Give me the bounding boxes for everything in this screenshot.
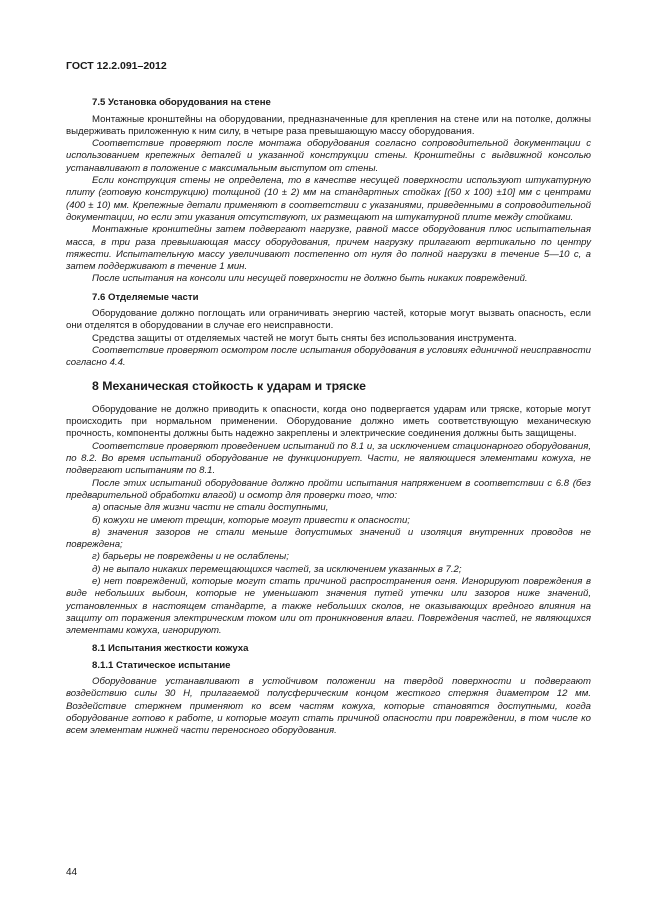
list-item: д) не выпало никаких перемещающихся частей, за исключением указанных в 7.2;	[92, 563, 462, 575]
list-item: е) нет повреждений, которые могут стать причиной распространения огня. Игнорируют повреждения в виде небольших выбоин, которые не уменьшают значения путей утечки или зазоров ниже значений, установленных в настоящем стандарте, а также небольших сколов, не оказывающих вредного влияния на защиту от поражения электрическим током или от проникновения влаги. Повреждения частей, не являющихся элементами кожуха, игнорируют.	[66, 575, 591, 637]
paragraph: Оборудование должно поглощать или ограничивать энергию частей, которые могут вызвать опасность, если они отделятся в оборудовании в случае его неисправности.	[66, 308, 591, 332]
section-8-1-1-title: 8.1.1 Статическое испытание	[92, 659, 231, 671]
paragraph: После испытания на консоли или несущей поверхности не должно быть никаких повреждений.	[92, 273, 528, 285]
paragraph: Оборудование устанавливают в устойчивом положении на твердой поверхности и подвергают воздействию силы 30 Н, прилагаемой полусферическим концом жесткого стержня диаметром 12 мм. Воздействие стержнем применяют ко всем частям кожуха, которые становятся доступными, когда оборудование готово к работе, и которые могут стать причиной опасности при повреждении, в том числе ко всем элементам нижней части переносного оборудования.	[66, 676, 591, 737]
section-8-1-title: 8.1 Испытания жесткости кожуха	[92, 643, 249, 655]
list-item: б) кожухи не имеют трещин, которые могут привести к опасности;	[92, 514, 410, 526]
paragraph: Соответствие проверяют после монтажа оборудования согласно сопроводительной документации с использованием крепежных деталей и указанной конструкции стены. Кронштейны с выдвижной консолью устанавливают в положение с максимальным выступом от стены.	[66, 138, 591, 174]
paragraph: Соответствие проверяют проведением испытаний по 8.1 и, за исключением стационарного оборудования, по 8.2. Во время испытаний оборудование не функционирует. Части, не являющиеся элементами кожуха, не подвергают испытаниям по 8.1.	[66, 440, 591, 477]
paragraph: Соответствие проверяют осмотром после испытания оборудования в условиях единичной неисправности согласно 4.4.	[66, 344, 591, 369]
list-item: а) опасные для жизни части не стали доступными,	[92, 502, 329, 514]
paragraph: Монтажные кронштейны на оборудовании, предназначенные для крепления на стене или на потолке, должны выдерживать приложенную к ним силу, в четыре раза превышающую массу оборудования.	[66, 113, 591, 137]
list-item: в) значения зазоров не стали меньше допустимых значений и изоляция внутренних проводов не повреждена;	[66, 526, 591, 551]
paragraph: Если конструкция стены не определена, то в качестве несущей поверхности используют штукатурную плиту (готовую конструкцию) толщиной (10 ± 2) мм на стандартных стойках [(50 х 100) ±10] мм с центрами (400 ± 10) мм. Крепежные детали применяют в соответствии с указаниями, приведенными в сопроводительной документации, но если эти указания отсутствуют, их размещают на штукатурной плите между стойками.	[66, 175, 591, 223]
standard-designation: ГОСТ 12.2.091–2012	[66, 60, 167, 72]
paragraph: Средства защиты от отделяемых частей не могут быть сняты без использования инструмента.	[92, 332, 517, 344]
section-8-title: 8 Механическая стойкость к ударам и тряске	[92, 378, 366, 393]
section-7-5-title: 7.5 Установка оборудования на стене	[92, 97, 271, 109]
paragraph: Оборудование не должно приводить к опасности, когда оно подвергается ударам или тряске, которые могут происходить при нормальном применении. Оборудование должно иметь соответствующую механическую прочность, компоненты должны быть надежно закреплены и электрические соединения должны быть защищены.	[66, 403, 591, 440]
paragraph: После этих испытаний оборудование должно пройти испытания напряжением в соответствии с 6.8 (без предварительной обработки влагой) и осмотр для проверки того, что:	[66, 477, 591, 501]
section-7-6-title: 7.6 Отделяемые части	[92, 291, 199, 303]
page-number: 44	[66, 867, 78, 878]
paragraph: Монтажные кронштейны затем подвергают нагрузке, равной массе оборудования плюс испытательная масса, в три раза превышающая массу оборудования, причем нагрузку прилагают вертикально по центру тяжести. Испытательную массу увеличивают постепенно от нуля до полной нагрузки в течение 5—10 с, а затем поддерживают в течение 1 мин.	[66, 224, 591, 273]
list-item: г) барьеры не повреждены и не ослаблены;	[92, 551, 289, 563]
